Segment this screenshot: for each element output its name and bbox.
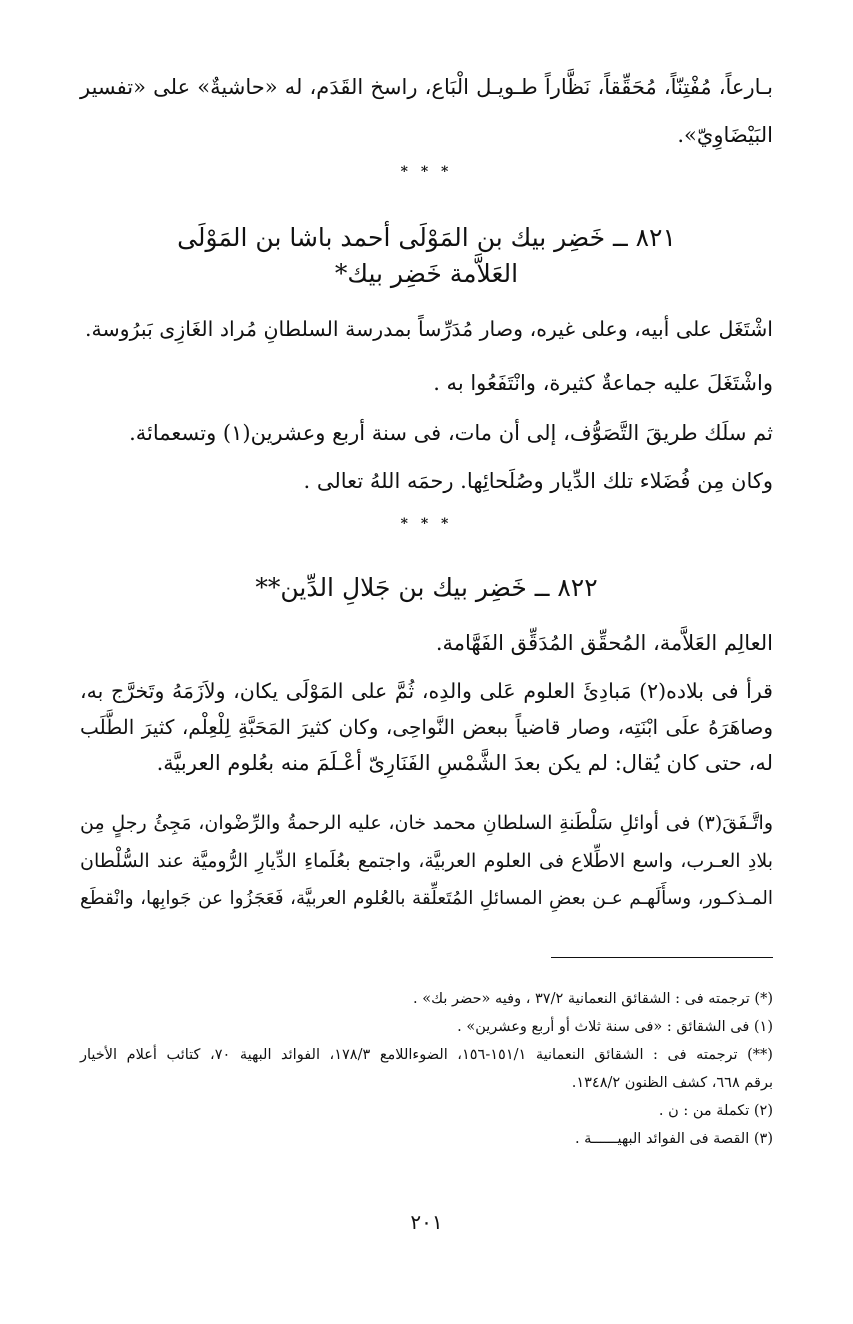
body-line: وكان مِن فُضَلاء تلك الدِّيار وصُلَحائِها. رحمَه اللهُ تعالى . — [303, 469, 773, 493]
section-separator: * * * — [400, 164, 453, 180]
page-number: ٢٠١ — [410, 1210, 443, 1234]
body-line: واشْتَغَلَ عليه جماعةٌ كثيرة، وانْتَفَعُوا به . — [433, 371, 773, 395]
entry-subheading: العَلاَّمة خَضِر بيك* — [334, 259, 519, 288]
footnote: (**) ترجمته فى : الشقائق النعمانية ١٥١/١-١٥٦، الضوءاللامع ١٧٨/٣، الفوائد البهية ٧٠، كتائب أعلام الأخيار — [80, 1047, 773, 1063]
body-line: اشْتَغَل على أبيه، وعلى غيره، وصار مُدَرِّساً بمدرسة السلطانِ مُراد الغَازِى بَبرُوسة. — [85, 317, 773, 341]
footnote: (٢) تكملة من : ن . — [658, 1103, 773, 1119]
body-line: بـارعاً، مُفْتِنّاً، مُحَقِّقاً، نَظَّاراً طـويـل الْبَاع، راسخ القَدَم، له «حاشيةٌ» على «تفسير — [80, 75, 773, 99]
section-separator: * * * — [400, 516, 453, 532]
entry-heading: ٨٢١ ــ خَضِر بيك بن المَوْلَى أحمد باشا بن المَوْلَى — [177, 223, 676, 252]
body-line: قرأ فى بلاده(٢) مَبادِئَ العلوم عَلى والدِه، ثُمَّ على المَوْلَى يكان، ولاَزَمَهُ وتَخرَّج به، — [80, 679, 773, 703]
body-line: ثم سلَك طريقَ التَّصَوُّف، إلى أن مات، فى سنة أربع وعشرين(١) وتسعمائة. — [129, 421, 773, 445]
footnote-rule — [551, 957, 773, 958]
footnote: (*) ترجمته فى : الشقائق النعمانية ٣٧/٢ ، وفيه «حضر بك» . — [413, 991, 773, 1007]
footnote: برقم ٦٦٨، كشف الظنون ١٣٤٨/٢. — [571, 1075, 773, 1091]
body-line: له، حتى كان يُقال: لم يكن بعدَ الشَّمْسِ الفَنَارِىّ أعْـلَمَ منه بعُلوم العربيَّة. — [156, 751, 773, 775]
footnote: (١) فى الشقائق : «فى سنة ثلاث أو أربع وعشرين» . — [457, 1019, 773, 1035]
body-line: واتَّـفَقَ(٣) فى أوائلِ سَلْطَنةِ السلطانِ محمد خان، عليه الرحمةُ والرِّضْوان، مَجِئُ رجلٍ مِن — [80, 812, 773, 834]
footnote: (٣) القصة فى الفوائد البهيــــــة . — [574, 1131, 773, 1147]
body-line: العالِم العَلاَّمة، المُحقِّق المُدَقِّق الفَهَّامة. — [435, 631, 773, 655]
entry-heading: ٨٢٢ ــ خَضِر بيك بن جَلالِ الدِّين** — [255, 573, 598, 602]
body-line: وصاهَرَهُ علَى ابْنَتِه، وصار قاضياً ببعض النَّواحِى، وكان كثيرَ المَحَبَّةِ لِلْعِلْم، كثيرَ الطَّلَب — [80, 715, 773, 739]
body-line: المـذكـور، وسأَلَهـم عـن بعضِ المسائلِ المُتَعلِّقة بالعُلوم العربيَّة، فَعَجَزُوا عن جَوابِها، وانْقطَع — [80, 888, 773, 909]
body-line: بلادِ العـرب، واسع الاطِّلاع فى العلوم العربيَّة، واجتمع بعُلَماءِ الدِّيارِ الرُّوميَّة عند السُّلْطان — [80, 850, 773, 872]
body-line: البَيْضَاوِيّ». — [677, 123, 773, 147]
